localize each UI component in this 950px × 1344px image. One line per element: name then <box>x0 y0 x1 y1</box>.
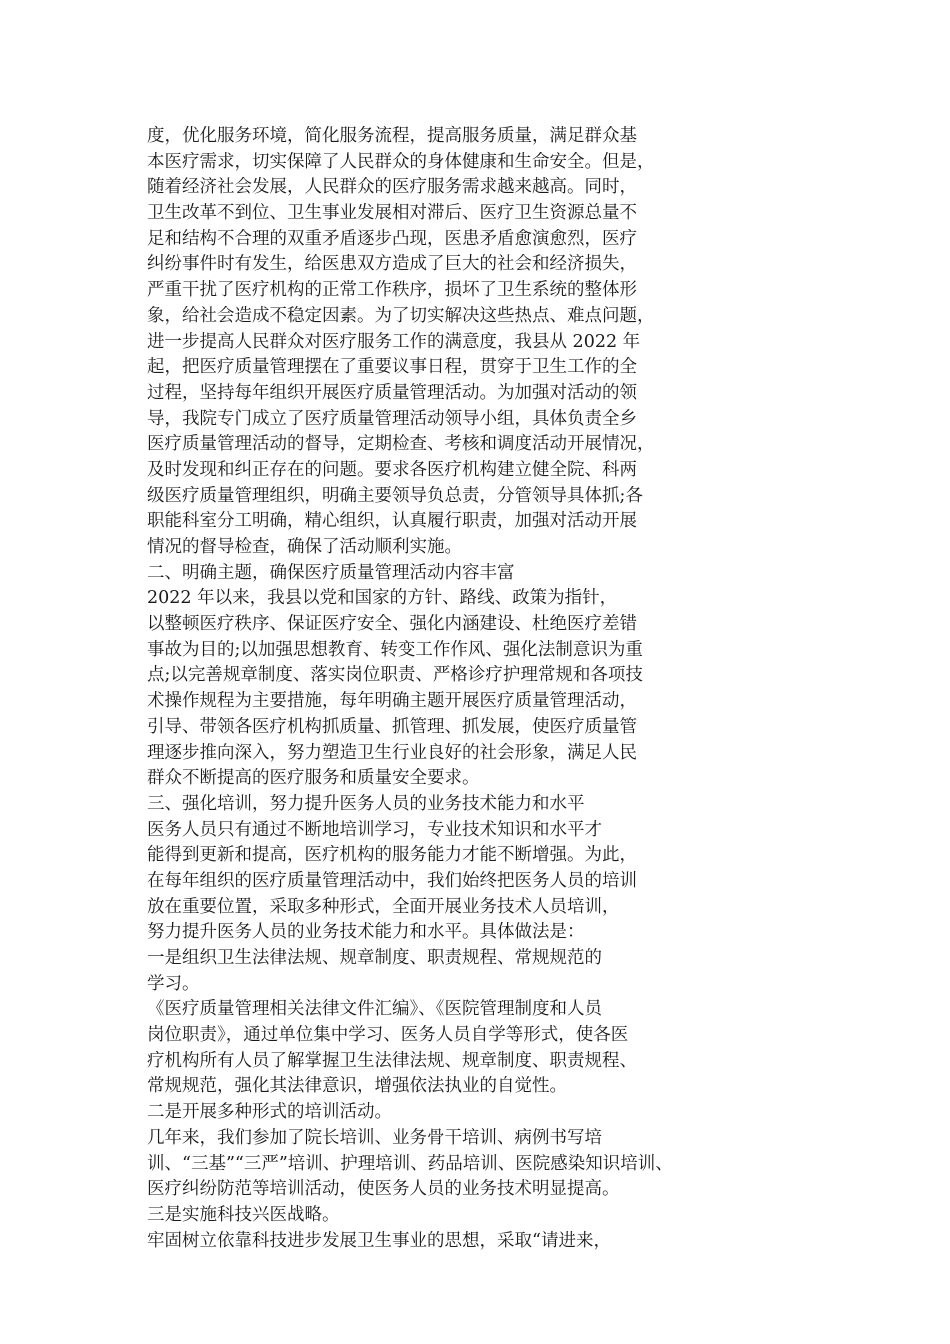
text-line: 常规规范，强化其法律意识，增强依法执业的自觉性。 <box>147 1076 567 1097</box>
text-line: 群众不断提高的医疗服务和质量安全要求。 <box>147 768 480 789</box>
text-line: 牢固树立依靠科技进步发展卫生事业的思想，采取“请进来， <box>147 1230 611 1251</box>
text-line: 严重干扰了医疗机构的正常工作秩序，损坏了卫生系统的整体形 <box>147 280 637 301</box>
text-line: 级医疗质量管理组织，明确主要领导负总责，分管领导具体抓;各 <box>147 485 643 506</box>
text-line: 《医疗质量管理相关法律文件汇编》、《医院管理制度和人员 <box>147 999 602 1020</box>
text-line: 训、“三基”“三严”培训、护理培训、药品培训、医院感染知识培训、 <box>147 1153 673 1174</box>
text-line: 及时发现和纠正存在的问题。要求各医疗机构建立健全院、科两 <box>147 459 637 480</box>
body-text <box>147 124 847 1254</box>
text-line: 引导、带领各医疗机构抓质量、抓管理、抓发展，使医疗质量管 <box>147 716 637 737</box>
text-line: 理逐步推向深入，努力塑造卫生行业良好的社会形象，满足人民 <box>147 742 637 763</box>
text-line: 导，我院专门成立了医疗质量管理活动领导小组，具体负责全乡 <box>147 408 637 429</box>
text-line: 卫生改革不到位、卫生事业发展相对滞后、医疗卫生资源总量不 <box>147 203 637 224</box>
text-line: 医疗纠纷防范等培训活动，使医务人员的业务技术明显提高。 <box>147 1179 620 1200</box>
text-line: 度，优化服务环境，简化服务流程，提高服务质量，满足群众基 <box>147 126 637 146</box>
text-line: 努力提升医务人员的业务技术能力和水平。具体做法是： <box>147 922 585 943</box>
text-line: 能得到更新和提高，医疗机构的服务能力才能不断增强。为此， <box>147 845 637 866</box>
text-line: 岗位职责》，通过单位集中学习、医务人员自学等形式，使各医 <box>147 1025 629 1046</box>
text-line: 疗机构所有人员了解掌握卫生法律法规、规章制度、职责规程、 <box>147 1050 637 1071</box>
text-line: 起，把医疗质量管理摆在了重要议事日程，贯穿于卫生工作的全 <box>147 357 637 378</box>
text-line: 医疗质量管理活动的督导，定期检查、考核和调度活动开展情况， <box>147 434 655 455</box>
text-line: 放在重要位置，采取多种形式，全面开展业务技术人员培训， <box>147 896 620 917</box>
text-line: 象，给社会造成不稳定因素。为了切实解决这些热点、难点问题， <box>147 305 655 326</box>
text-line: 点;以完善规章制度、落实岗位职责、严格诊疗护理常规和各项技 <box>147 665 643 686</box>
text-line: 过程，坚持每年组织开展医疗质量管理活动。为加强对活动的领 <box>147 382 637 403</box>
text-line: 职能科室分工明确，精心组织，认真履行职责，加强对活动开展 <box>147 511 637 532</box>
text-line: 在每年组织的医疗质量管理活动中，我们始终把医务人员的培训 <box>147 870 637 891</box>
text-line: 2022 年以来，我县以党和国家的方针、路线、政策为指针， <box>147 588 618 609</box>
text-line: 术操作规程为主要措施，每年明确主题开展医疗质量管理活动， <box>147 691 637 712</box>
subheading-line: 二是开展多种形式的培训活动。 <box>147 1102 392 1123</box>
text-line: 情况的督导检查，确保了活动顺利实施。 <box>147 537 462 557</box>
text-line: 足和结构不合理的双重矛盾逐步凸现，医患矛盾愈演愈烈，医疗 <box>147 228 637 249</box>
subheading-line: 一是组织卫生法律法规、规章制度、职责规程、常规规范的 <box>147 948 602 968</box>
text-line: 纠纷事件时有发生，给医患双方造成了巨大的社会和经济损失， <box>147 254 637 275</box>
text-line: 随着经济社会发展，人民群众的医疗服务需求越来越高。同时， <box>147 177 637 198</box>
section-heading: 三、强化培训，努力提升医务人员的业务技术能力和水平 <box>147 793 585 814</box>
subheading-line: 三是实施科技兴医战略。 <box>147 1204 340 1225</box>
text-line: 几年来，我们参加了院长培训、业务骨干培训、病例书写培 <box>147 1127 602 1148</box>
text-line: 进一步提高人民群众对医疗服务工作的满意度，我县从 2022 年 <box>147 331 641 352</box>
text-line: 医务人员只有通过不断地培训学习，专业技术知识和水平才 <box>147 819 602 840</box>
text-line: 以整顿医疗秩序、保证医疗安全、强化内涵建设、杜绝医疗差错 <box>147 614 637 635</box>
text-line: 事故为目的;以加强思想教育、转变工作作风、强化法制意识为重 <box>147 639 643 660</box>
text-line: 本医疗需求，切实保障了人民群众的身体健康和生命安全。但是， <box>147 151 655 172</box>
section-heading: 二、明确主题，确保医疗质量管理活动内容丰富 <box>147 562 515 583</box>
subheading-line: 学习。 <box>147 973 200 994</box>
